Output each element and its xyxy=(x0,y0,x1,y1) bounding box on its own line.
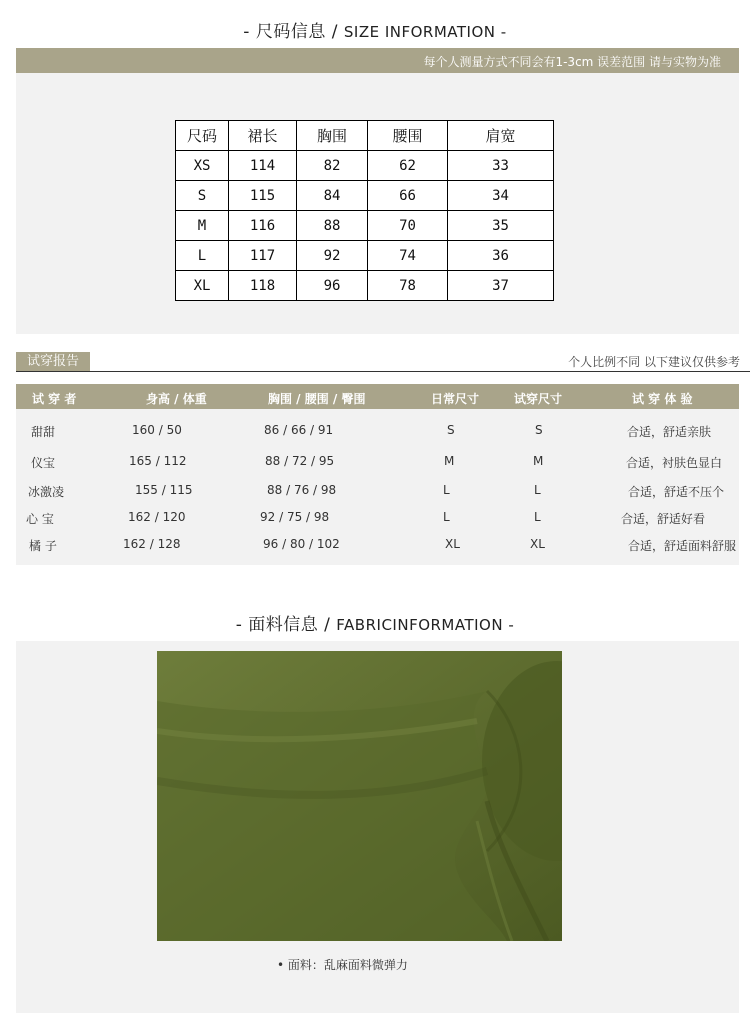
size-section-title xyxy=(0,17,750,42)
size-note-band xyxy=(16,48,739,73)
col-tester: 试 穿 者 xyxy=(32,392,77,406)
cell-shoulder: 35 xyxy=(448,211,554,241)
size-title-cn: - 尺码信息 / xyxy=(243,22,338,42)
tester-name: 仪宝 xyxy=(31,456,56,470)
usual-size: L xyxy=(443,483,450,497)
table-row xyxy=(176,181,554,211)
tester-name: 甜甜 xyxy=(31,425,56,439)
col-length: 裙长 xyxy=(229,121,297,151)
table-row xyxy=(176,151,554,181)
height-weight: 160 / 50 xyxy=(132,423,182,437)
col-bust: 胸围 xyxy=(297,121,368,151)
experience: 合适，舒适亲肤 xyxy=(627,425,712,439)
fabric-title-en: FABRICINFORMATION - xyxy=(336,616,515,634)
height-weight: 162 / 128 xyxy=(123,537,181,551)
measurements: 96 / 80 / 102 xyxy=(263,537,340,551)
cell-bust: 88 xyxy=(297,211,368,241)
col-measurements: 胸围 / 腰围 / 臀围 xyxy=(268,392,366,406)
cell-waist: 74 xyxy=(368,241,448,271)
cell-waist: 66 xyxy=(368,181,448,211)
cell-waist: 70 xyxy=(368,211,448,241)
measurements: 86 / 66 / 91 xyxy=(264,423,334,437)
size-note: 每个人测量方式不同会有1-3cm 误差范围 请与实物为准 xyxy=(423,55,721,69)
fabric-caption-text: 面料：乱麻面料微弹力 xyxy=(287,958,408,972)
tryon-table-body xyxy=(16,409,739,565)
cell-size: L xyxy=(176,241,229,271)
cell-size: M xyxy=(176,211,229,241)
tester-name: 冰激凌 xyxy=(28,485,65,499)
experience: 合适，舒适面料舒服 xyxy=(628,539,737,553)
cell-bust: 82 xyxy=(297,151,368,181)
cell-length: 117 xyxy=(229,241,297,271)
col-experience: 试 穿 体 验 xyxy=(632,392,693,406)
cell-waist: 62 xyxy=(368,151,448,181)
cell-length: 118 xyxy=(229,271,297,301)
tried-size: L xyxy=(534,483,541,497)
col-tried-size: 试穿尺寸 xyxy=(514,392,563,406)
table-row xyxy=(176,241,554,271)
cell-size: XL xyxy=(176,271,229,301)
fabric-section-title xyxy=(0,610,750,635)
measurements: 88 / 76 / 98 xyxy=(267,483,337,497)
tester-name: 心 宝 xyxy=(26,512,54,526)
tried-size: L xyxy=(534,510,541,524)
usual-size: M xyxy=(444,454,455,468)
fabric-caption xyxy=(277,956,408,973)
tryon-table-header xyxy=(16,384,739,409)
tried-size: S xyxy=(535,423,543,437)
height-weight: 155 / 115 xyxy=(135,483,193,497)
experience: 合适，衬肤色显白 xyxy=(626,456,723,470)
height-weight: 165 / 112 xyxy=(129,454,187,468)
cell-length: 114 xyxy=(229,151,297,181)
col-height-weight: 身高 / 体重 xyxy=(146,392,207,406)
col-usual-size: 日常尺寸 xyxy=(431,392,480,406)
table-row xyxy=(16,417,739,441)
col-waist: 腰围 xyxy=(368,121,448,151)
cell-length: 116 xyxy=(229,211,297,241)
measurements: 88 / 72 / 95 xyxy=(265,454,335,468)
size-table xyxy=(175,120,554,301)
bullet-icon: • xyxy=(277,958,285,972)
height-weight: 162 / 120 xyxy=(128,510,186,524)
cell-size: S xyxy=(176,181,229,211)
usual-size: L xyxy=(443,510,450,524)
tryon-heading xyxy=(16,352,750,372)
cell-shoulder: 34 xyxy=(448,181,554,211)
tryon-note: 个人比例不同 以下建议仅供参考 xyxy=(568,355,740,369)
table-row xyxy=(176,271,554,301)
usual-size: XL xyxy=(445,537,460,551)
fabric-drape-illustration xyxy=(157,651,562,941)
size-table-header xyxy=(176,121,554,151)
fabric-photo xyxy=(157,651,562,941)
size-title-en: SIZE INFORMATION - xyxy=(343,23,507,41)
cell-size: XS xyxy=(176,151,229,181)
measurements: 92 / 75 / 98 xyxy=(260,510,330,524)
table-row xyxy=(176,211,554,241)
tried-size: M xyxy=(533,454,544,468)
table-row xyxy=(16,504,739,528)
cell-bust: 92 xyxy=(297,241,368,271)
table-row xyxy=(16,531,739,555)
experience: 合适，舒适不压个 xyxy=(628,485,725,499)
table-row xyxy=(16,448,739,472)
usual-size: S xyxy=(447,423,455,437)
fabric-title-cn: - 面料信息 / xyxy=(235,615,331,635)
cell-shoulder: 36 xyxy=(448,241,554,271)
table-row xyxy=(16,477,739,501)
tryon-tag: 试穿报告 xyxy=(16,352,90,371)
cell-bust: 84 xyxy=(297,181,368,211)
experience: 合适，舒适好看 xyxy=(621,512,706,526)
cell-waist: 78 xyxy=(368,271,448,301)
cell-shoulder: 37 xyxy=(448,271,554,301)
tried-size: XL xyxy=(530,537,545,551)
col-shoulder: 肩宽 xyxy=(448,121,554,151)
cell-length: 115 xyxy=(229,181,297,211)
col-size: 尺码 xyxy=(176,121,229,151)
cell-shoulder: 33 xyxy=(448,151,554,181)
cell-bust: 96 xyxy=(297,271,368,301)
tester-name: 橘 子 xyxy=(29,539,57,553)
